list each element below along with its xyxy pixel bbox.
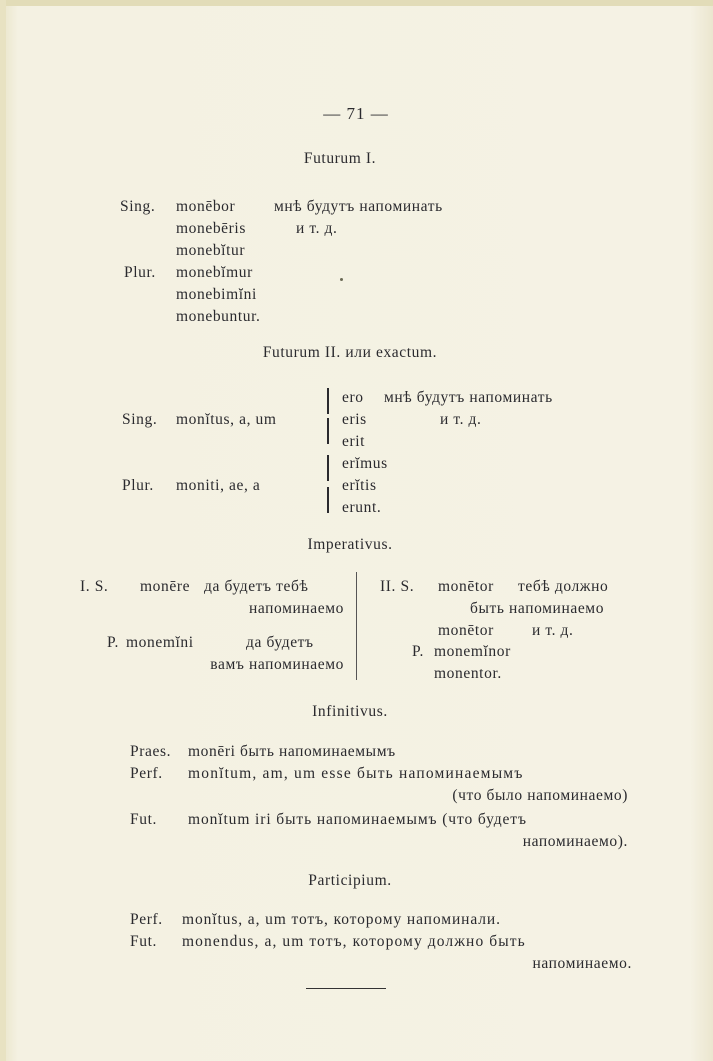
- infinitivus-fut-text: напоминаемо).: [522, 833, 628, 850]
- page-edge-top: [0, 0, 713, 6]
- infinitivus-praes-text: monēri быть напоминаемымъ: [188, 743, 396, 760]
- futurum1-title: Futurum I.: [303, 150, 377, 167]
- imperativus-left-s-gloss: напоминаемо: [248, 600, 344, 617]
- infinitivus-perf-label: Perf.: [130, 765, 163, 782]
- infinitivus-perf-text: (что было напоминаемо): [452, 787, 628, 804]
- imperativus-right-s-gloss: быть напоминаемо: [470, 600, 605, 617]
- futurum1-form: monebimĭni: [176, 286, 257, 303]
- infinitivus-fut-text: monĭtum iri быть напоминаемымъ (что будетъ: [188, 811, 527, 828]
- imperativus-right-p-form: monemĭnor: [434, 643, 511, 660]
- futurum1-form: monebuntur.: [176, 308, 261, 325]
- futurum2-aux: erĭtis: [342, 477, 377, 494]
- participium-fut-text: напоминаемо.: [532, 955, 632, 972]
- brace-bar: [327, 455, 329, 481]
- futurum2-title: Futurum II. или exactum.: [262, 344, 438, 361]
- brace-bar: [327, 388, 329, 414]
- futurum2-aux: eris: [342, 411, 367, 428]
- futurum1-gloss: и т. д.: [296, 220, 338, 237]
- futurum1-form: monebĭtur: [176, 242, 246, 259]
- page-number: — 71 —: [323, 104, 389, 123]
- futurum2-gloss1: мнѣ будутъ напоминать: [384, 389, 553, 406]
- futurum2-aux: erit: [342, 433, 366, 450]
- futurum1-plur-label: Plur.: [124, 264, 156, 281]
- participium-fut-label: Fut.: [130, 933, 157, 950]
- participium-perf-text: monĭtus, a, um тотъ, которому напоминали.: [182, 911, 501, 928]
- imperativus-right-s-gloss: и т. д.: [532, 622, 574, 639]
- imperativus-left-s-label: I. S.: [80, 578, 109, 595]
- imperativus-right-p-label: P.: [412, 643, 424, 660]
- infinitivus-title: Infinitivus.: [312, 703, 388, 720]
- brace-bar: [327, 418, 329, 444]
- futurum1-form: monebēris: [176, 220, 246, 237]
- brace-bar: [327, 487, 329, 513]
- imperativus-right-s-form: monētor: [438, 622, 494, 639]
- futurum1-form: monebĭmur: [176, 264, 253, 281]
- imperativus-right-s-gloss: тебѣ должно: [518, 578, 609, 595]
- futurum2-plur-form: moniti, ae, a: [176, 477, 261, 494]
- imperativus-left-p-gloss: вамъ напоминаемо: [210, 656, 344, 673]
- futurum1-gloss: мнѣ будутъ напоминать: [274, 198, 443, 215]
- column-divider: [356, 572, 357, 680]
- futurum2-sing-label: Sing.: [122, 411, 158, 428]
- participium-perf-label: Perf.: [130, 911, 163, 928]
- imperativus-left-p-gloss: да будетъ: [246, 634, 314, 651]
- page-edge-left: [0, 0, 6, 1061]
- infinitivus-perf-text: monĭtum, am, um esse быть напоминаемымъ: [188, 765, 524, 782]
- imperativus-right-s-label: II. S.: [380, 578, 415, 595]
- futurum2-aux: erĭmus: [342, 455, 388, 472]
- imperativus-title: Imperativus.: [307, 536, 393, 553]
- imperativus-right-s-form: monētor: [438, 578, 494, 595]
- futurum2-aux: ero: [342, 389, 364, 406]
- imperativus-left-s-gloss: да будетъ тебѣ: [204, 578, 309, 595]
- imperativus-left-p-label: P.: [107, 634, 119, 651]
- imperativus-left-s-form: monēre: [140, 578, 191, 595]
- imperativus-right-p-form: monentor.: [434, 665, 502, 682]
- participium-fut-text: monendus, a, um тотъ, которому должно быть: [182, 933, 526, 950]
- futurum2-gloss2: и т. д.: [440, 411, 482, 428]
- futurum2-plur-label: Plur.: [122, 477, 154, 494]
- futurum1-form: monēbor: [176, 198, 236, 215]
- infinitivus-fut-label: Fut.: [130, 811, 157, 828]
- futurum1-sing-label: Sing.: [120, 198, 156, 215]
- closing-rule: [306, 988, 386, 989]
- ink-speck: [340, 278, 343, 281]
- infinitivus-praes-label: Praes.: [130, 743, 172, 760]
- participium-title: Participium.: [308, 872, 392, 889]
- imperativus-left-p-form: monemĭni: [126, 634, 194, 651]
- futurum2-aux: erunt.: [342, 499, 382, 516]
- futurum2-sing-form: monĭtus, a, um: [176, 411, 277, 428]
